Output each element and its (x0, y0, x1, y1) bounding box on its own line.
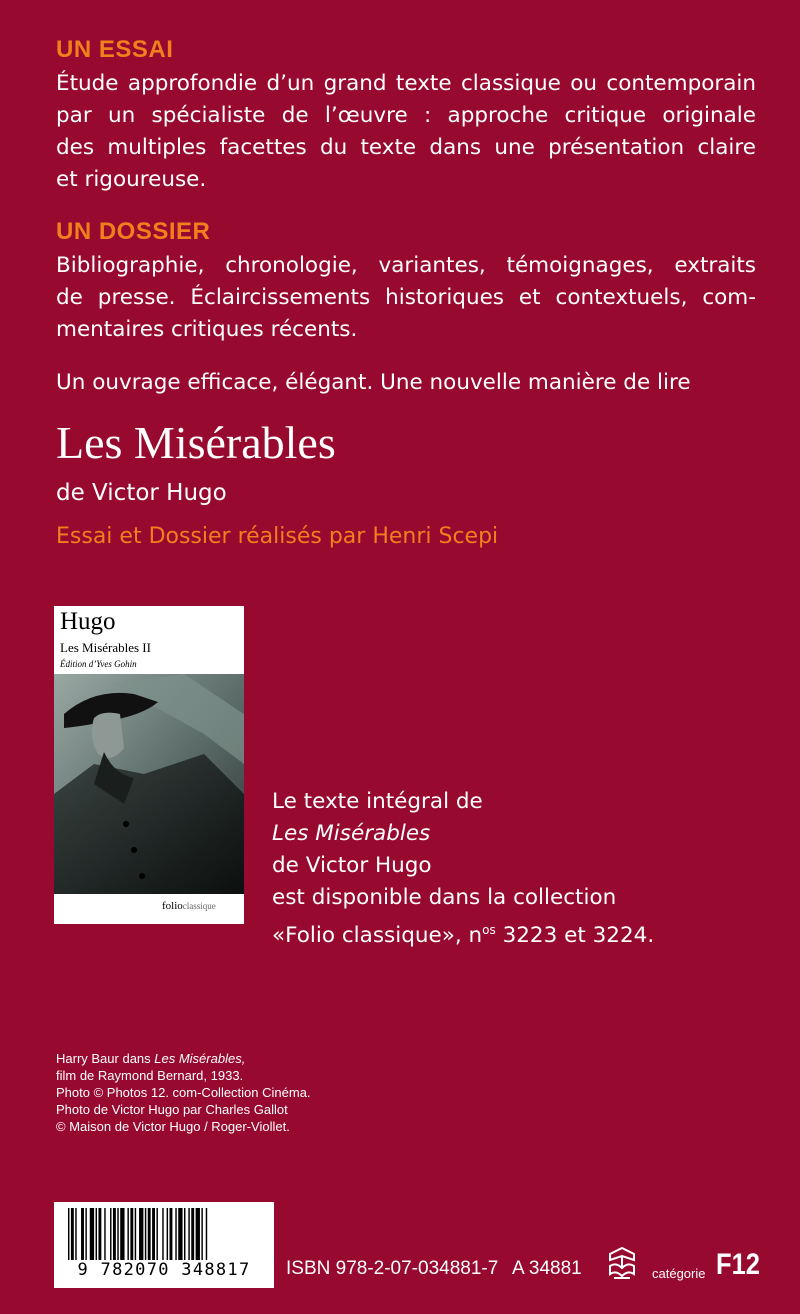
credit-line-5: © Maison de Victor Hugo / Roger-Viollet. (56, 1119, 290, 1134)
barcode-bar (130, 1208, 133, 1264)
isbn-number: ISBN 978-2-07-034881-7 (286, 1258, 499, 1279)
barcode-bar (162, 1208, 163, 1264)
author-line: de Victor Hugo (56, 480, 227, 506)
essai-heading: UN ESSAI (56, 36, 174, 63)
barcode-digits: 9 782070 348817 (54, 1260, 274, 1280)
cover-photo (54, 674, 244, 894)
barcode-bar (85, 1208, 86, 1264)
publisher-logo-icon (604, 1244, 640, 1284)
barcode-bar (156, 1208, 157, 1264)
cover-author: Hugo (60, 608, 116, 635)
dossier-line: de presse. Éclaircissements historiques et contextuels, com- (56, 285, 756, 310)
folio-logo (162, 900, 216, 912)
availability-numbers (272, 914, 654, 952)
credit-film-title: Les Misérables, (154, 1051, 246, 1066)
barcode-bar (145, 1208, 146, 1264)
barcode-bar (71, 1208, 74, 1264)
barcode-bar (117, 1208, 118, 1264)
cover-edition: Édition d’Yves Gohin (60, 659, 137, 669)
essai-text (56, 68, 756, 196)
barcode-bar (68, 1208, 69, 1264)
barcode-bar (201, 1208, 202, 1264)
dossier-line: Bibliographie, chronologie, variantes, témoignages, extraits (56, 253, 756, 278)
essai-line: Étude approfondie d’un grand texte classique ou contemporain (56, 71, 756, 96)
book-title: Les Misérables (56, 417, 336, 468)
credit-line-3: Photo © Photos 12. com-Collection Cinéma. (56, 1085, 311, 1100)
dossier-line: mentaires critiques récents. (56, 317, 358, 342)
article-code: A 34881 (512, 1258, 582, 1279)
availability-sup: os (482, 923, 496, 937)
credit-line: Essai et Dossier réalisés par Henri Scepi (56, 524, 499, 549)
barcode-bar (104, 1208, 105, 1264)
availability-line: Le texte intégral de (272, 789, 483, 814)
barcode-bar (191, 1208, 194, 1264)
barcode-bar (175, 1208, 176, 1264)
credit-line-4: Photo de Victor Hugo par Charles Gallot (56, 1102, 288, 1117)
barcode-bar (184, 1208, 185, 1264)
barcode-bar (113, 1208, 116, 1264)
folio-logo-main: folio (162, 900, 183, 912)
essai-line: et rigoureuse. (56, 167, 207, 192)
folio-logo-sub: classique (182, 901, 216, 911)
barcode-bar (120, 1208, 124, 1264)
barcode-bar (127, 1208, 128, 1264)
barcode-bar (96, 1208, 97, 1264)
barcode-bar (178, 1208, 182, 1264)
availability-collection: «Folio classique», n (272, 923, 483, 949)
availability-note (272, 786, 654, 952)
availability-line: est disponible dans la collection (272, 885, 617, 910)
barcode-bars (64, 1208, 264, 1268)
barcode-bar (152, 1208, 155, 1264)
dossier-text (56, 250, 756, 346)
availability-line: de Victor Hugo (272, 853, 432, 878)
barcode-bar (98, 1208, 101, 1264)
barcode-bar (148, 1208, 151, 1264)
barcode-bar (75, 1208, 76, 1264)
barcode-bar (188, 1208, 189, 1264)
barcode-bar (139, 1208, 143, 1264)
barcode (54, 1202, 274, 1288)
barcode-bar (135, 1208, 136, 1264)
barcode-bar (196, 1208, 200, 1264)
category-code: F12 (716, 1248, 760, 1281)
barcode-bar (167, 1208, 168, 1264)
essai-line: par un spécialiste de l’œuvre : approche critique originale (56, 103, 756, 128)
barcode-bar (110, 1208, 111, 1264)
book-cover-image (54, 606, 244, 924)
barcode-bar (170, 1208, 173, 1264)
barcode-bar (206, 1208, 207, 1264)
cover-title: Les Misérables II (60, 640, 151, 655)
photo-credits (56, 1050, 311, 1135)
barcode-bar (81, 1208, 84, 1264)
dossier-heading: UN DOSSIER (56, 218, 211, 245)
credit-line-1 (56, 1050, 311, 1067)
credit-text: Harry Baur dans (56, 1051, 155, 1066)
intro-line: Un ouvrage efficace, élégant. Une nouvelle manière de lire (56, 370, 691, 395)
essai-line: des multiples facettes du texte dans une présentation claire (56, 135, 756, 160)
barcode-bar (90, 1208, 94, 1264)
category-label: catégorie (652, 1266, 706, 1281)
availability-volumes: 3223 et 3224. (495, 923, 655, 949)
credit-line-2: film de Raymond Bernard, 1933. (56, 1068, 244, 1083)
availability-title: Les Misérables (272, 821, 431, 846)
